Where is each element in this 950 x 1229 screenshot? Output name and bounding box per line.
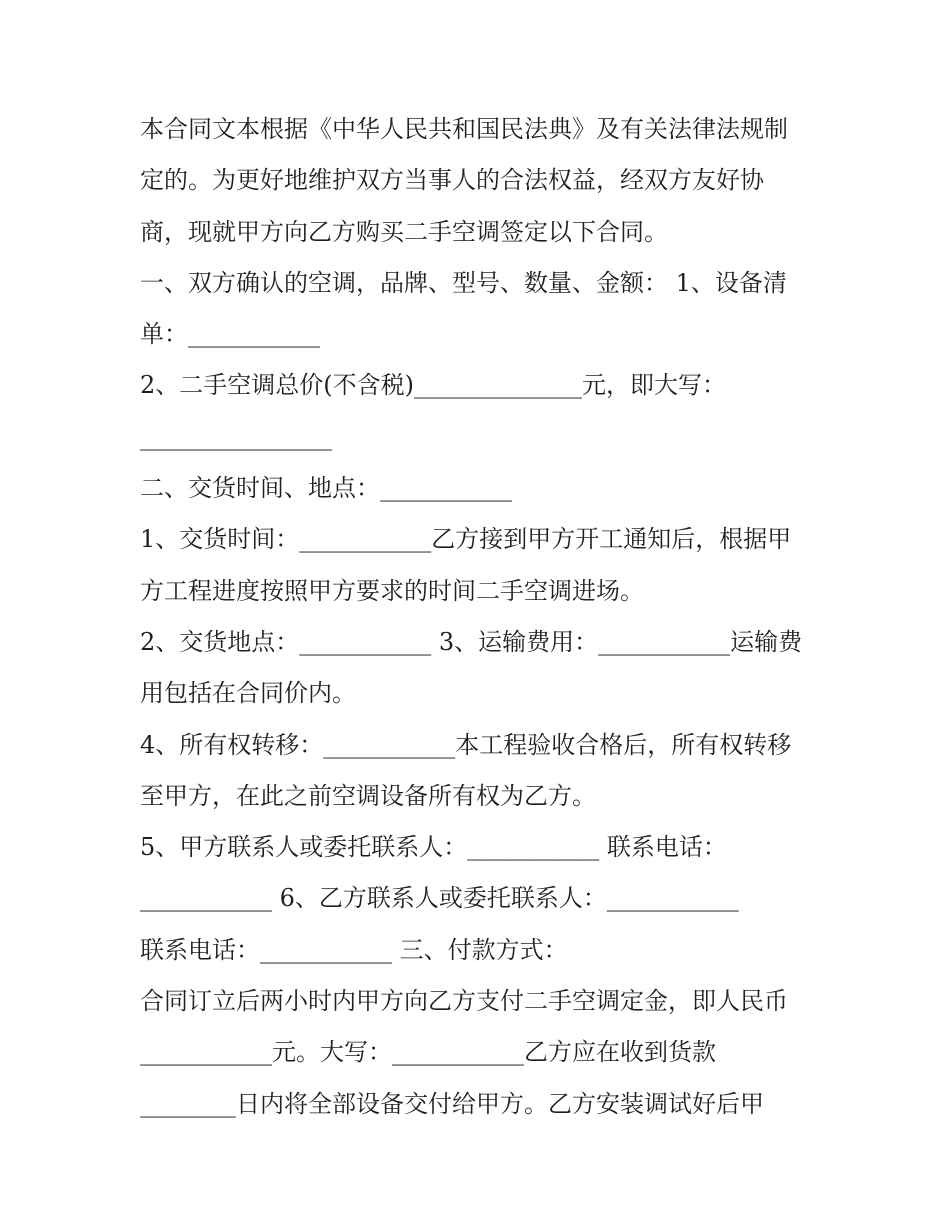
text-line: 1、交货时间：___________乙方接到甲方开工通知后，根据甲 <box>140 525 792 554</box>
contract-text <box>140 104 830 1130</box>
text-line: 4、所有权转移：___________本工程验收合格后，所有权转移 <box>140 730 792 759</box>
text-line: ________日内将全部设备交付给甲方。乙方安装调试好后甲 <box>140 1089 764 1118</box>
text-line: 定的。为更好地维护双方当事人的合法权益，经双方友好协 <box>140 166 764 195</box>
text-line: 商，现就甲方向乙方购买二手空调签定以下合同。 <box>140 217 668 246</box>
text-line: 方工程进度按照甲方要求的时间二手空调进场。 <box>140 576 644 605</box>
text-line: 2、交货地点：___________ 3、运输费用：___________运输费 <box>140 627 803 656</box>
text-line: 本合同文本根据《中华人民共和国民法典》及有关法律法规制 <box>140 115 788 143</box>
text-line: ________________ <box>140 422 332 451</box>
text-line: 一、双方确认的空调，品牌、型号、数量、金额： 1、设备清 <box>140 268 787 297</box>
text-line: 至甲方，在此之前空调设备所有权为乙方。 <box>140 781 596 810</box>
text-line: 二、交货时间、地点：___________ <box>140 474 512 503</box>
text-line: 2、二手空调总价(不含税)______________元，即大写： <box>140 371 726 400</box>
text-line: 5、甲方联系人或委托联系人：___________ 联系电话： <box>140 833 727 862</box>
text-line: ___________元。大写：___________乙方应在收到货款 <box>140 1038 716 1067</box>
text-line: 合同订立后两小时内甲方向乙方支付二手空调定金，即人民币 <box>140 987 788 1016</box>
text-line: 用包括在合同价内。 <box>140 679 356 708</box>
text-line: 单：___________ <box>140 320 320 349</box>
text-line: 联系电话：___________ 三、付款方式： <box>140 935 568 964</box>
text-line: ___________ 6、乙方联系人或委托联系人：___________ <box>140 884 739 913</box>
